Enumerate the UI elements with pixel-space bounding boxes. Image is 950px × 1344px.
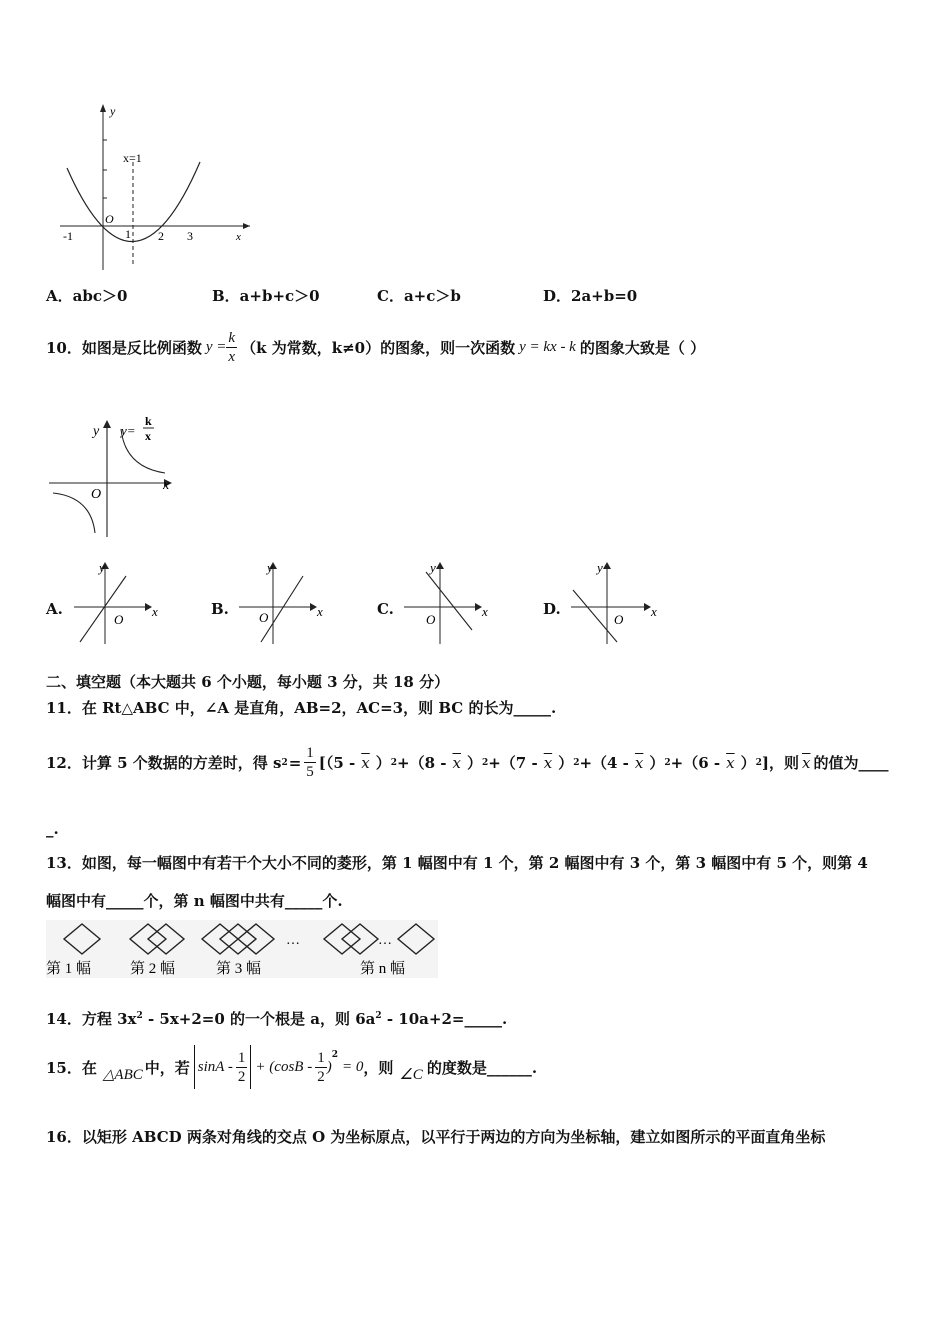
q10-option-b-letter[interactable]: B. — [211, 600, 229, 618]
q9-tick: 3 — [187, 229, 193, 243]
q9-option-d[interactable]: D．2a+b=0 — [543, 287, 638, 305]
q12-part: ） — [740, 754, 756, 772]
q10-curve-label-den: x — [145, 429, 151, 443]
q11-question: 11．在 Rt△ABC 中，∠A 是直角，AB=2，AC=3，则 BC 的长为_____. — [46, 699, 557, 717]
q15-suffix: 的度数是______. — [426, 1058, 538, 1077]
q12-part: +（8 - — [397, 754, 447, 772]
q9-option-b[interactable]: B．a+b+c＞0 — [212, 287, 320, 305]
q14-question — [46, 1008, 507, 1029]
q12-continuation: _. — [46, 820, 59, 838]
q12-xbar: $\overline{x}$ — [634, 753, 644, 772]
q15-triangle: △ABC — [102, 1066, 143, 1083]
q15-half-num: 1 — [237, 1049, 246, 1066]
q12-xbar: $\overline{x}$ — [452, 753, 461, 772]
q13-line1: 13．如图，每一幅图中有若干个大小不同的菱形，第 1 幅图中有 1 个，第 2 幅图中有 3 个，第 3 幅图中有 5 个，则第 4 — [46, 854, 868, 872]
q10-middle: （k 为常数，k≠0）的图象，则一次函数 — [241, 338, 516, 357]
q15-cos-part: + (cosB - — [255, 1058, 313, 1075]
q12-sq: 2 — [573, 757, 580, 768]
q10-graph-origin: O — [91, 487, 102, 502]
q10-formula1-den: x — [228, 348, 236, 365]
q12-part: +（6 - — [670, 754, 721, 772]
q15-close: ) — [326, 1058, 332, 1075]
q14-mid1: - 5x+2=0 的一个根是 a，则 6a — [142, 1010, 376, 1028]
q13-rhombus-figure — [46, 920, 438, 978]
q14-prefix: 14．方程 3x — [46, 1010, 137, 1028]
q15-half-den: 2 — [237, 1068, 246, 1085]
q13-label-3: 第 3 幅 — [216, 961, 262, 977]
q10-c-y: y — [430, 560, 436, 575]
q10-d-y: y — [597, 560, 603, 575]
q10-hyperbola-graph — [45, 415, 180, 540]
q15-prefix: 15．在 — [46, 1058, 97, 1077]
q10-option-a-graph[interactable] — [70, 558, 165, 646]
q12-sq: 2 — [755, 757, 762, 768]
q9-tick: -1 — [63, 229, 73, 243]
q12-xbar: $\overline{x}$ — [543, 753, 553, 772]
q9-tick: 1 — [125, 227, 131, 241]
q10-option-d-letter[interactable]: D. — [543, 600, 561, 618]
q15-half-2 — [315, 1049, 327, 1086]
q12-part: ） — [375, 754, 391, 772]
q10-formula2: y = kx - k — [519, 338, 576, 355]
q12-sq: 2 — [481, 757, 489, 768]
q15-half — [236, 1049, 248, 1086]
q13-label-1: 第 1 幅 — [46, 961, 92, 977]
q12-question — [46, 735, 888, 790]
q9-x-label: x — [236, 231, 241, 243]
q12-frac-den: 5 — [306, 764, 314, 780]
q14-sup: 2 — [375, 1011, 382, 1021]
q10-curve-label-num: k — [145, 415, 152, 428]
q9-axis-line-label: x=1 — [123, 151, 142, 165]
q13-label-n: 第 n 幅 — [360, 961, 406, 977]
q9-option-c[interactable]: C．a+c＞b — [377, 287, 461, 305]
q10-graph-x-label: x — [163, 478, 170, 493]
q10-a-o: O — [114, 612, 124, 627]
q12-sq: 2 — [664, 757, 671, 768]
rhombus — [64, 924, 100, 954]
q10-b-y: y — [267, 560, 273, 575]
q13-label-2: 第 2 幅 — [130, 961, 176, 977]
q12-suffix: 的值为____ — [813, 754, 889, 772]
q15-sup: 2 — [331, 1050, 338, 1060]
q10-formula1-num: k — [228, 329, 236, 346]
section-heading: 二、填空题（本大题共 6 个小题，每小题 3 分，共 18 分） — [46, 673, 450, 691]
q15-question — [46, 1042, 537, 1092]
q10-option-a-letter[interactable]: A. — [46, 600, 63, 618]
q12-part: ） — [466, 754, 482, 772]
q10-b-o: O — [259, 610, 269, 625]
q13-dots: … — [286, 933, 300, 948]
q10-curve-label-lhs: y= — [121, 423, 136, 438]
q12-sq: 2 — [390, 757, 398, 768]
q12-fraction — [304, 744, 316, 781]
q12-part: [（5 - — [318, 754, 356, 772]
q10-graph-y-label: y — [93, 424, 100, 439]
q10-a-x: x — [152, 604, 158, 619]
q12-frac-num: 1 — [306, 745, 314, 761]
q14-sup: 2 — [136, 1011, 143, 1021]
q10-formula1-lhs: y = — [205, 338, 227, 355]
q10-c-x: x — [482, 604, 488, 619]
q12-sup: 2 — [281, 757, 288, 768]
q15-half-den: 2 — [317, 1068, 325, 1085]
rhombus — [398, 924, 434, 954]
q15-half-num: 1 — [317, 1049, 325, 1066]
q9-y-label: y — [110, 104, 116, 118]
q13-dots: … — [378, 933, 392, 948]
q10-formula1-fraction — [226, 329, 237, 366]
q12-part: +（7 - — [488, 754, 538, 772]
q14-mid2: - 10a+2=_____. — [381, 1010, 508, 1028]
q10-a-y: y — [99, 560, 105, 575]
q10-prefix: 10．如图是反比例函数 — [46, 338, 202, 357]
q9-tick: 2 — [158, 229, 164, 243]
q15-abs-value — [194, 1045, 252, 1089]
q9-origin-label: O — [105, 212, 114, 226]
q12-prefix: 12．计算 5 个数据的方差时，得 s — [46, 754, 282, 772]
q12-part: +（4 - — [579, 754, 629, 772]
q10-option-c-letter[interactable]: C. — [377, 600, 394, 618]
q12-xbar: $\overline{x}$ — [726, 753, 735, 772]
q10-d-x: x — [651, 604, 657, 619]
q13-line2: 幅图中有_____个，第 n 幅图中共有_____个. — [46, 892, 343, 910]
q10-d-o: O — [614, 612, 624, 627]
q12-xbar: $\overline{x}$ — [361, 753, 370, 772]
q9-option-a[interactable]: A．abc＞0 — [46, 287, 128, 305]
q15-mid: 中，若 — [144, 1058, 190, 1077]
q12-xbar: $\overline{x}$ — [802, 753, 811, 772]
q12-part: ） — [649, 754, 665, 772]
q16-question: 16．以矩形 ABCD 两条对角线的交点 O 为坐标原点，以平行于两边的方向为坐标轴，建立如图所示的平面直角坐标 — [46, 1128, 826, 1146]
q12-eq: = — [288, 753, 302, 772]
q15-eq0: = 0 — [341, 1058, 364, 1075]
q15-then: ，则 — [363, 1058, 394, 1077]
q12-part: ） — [558, 754, 574, 772]
q10-c-o: O — [426, 612, 436, 627]
q15-sin-part: sinA - — [197, 1058, 233, 1075]
q10-option-d-graph[interactable] — [567, 558, 662, 646]
q10-question — [46, 322, 705, 372]
q9-parabola-graph — [55, 100, 265, 275]
q10-option-c-graph[interactable] — [400, 558, 495, 646]
q12-part: ]，则 — [761, 754, 799, 772]
q10-suffix: 的图象大致是（ ） — [579, 338, 706, 357]
q10-b-x: x — [317, 604, 323, 619]
q10-option-b-graph[interactable] — [235, 558, 330, 646]
q15-angle: ∠C — [399, 1066, 423, 1083]
